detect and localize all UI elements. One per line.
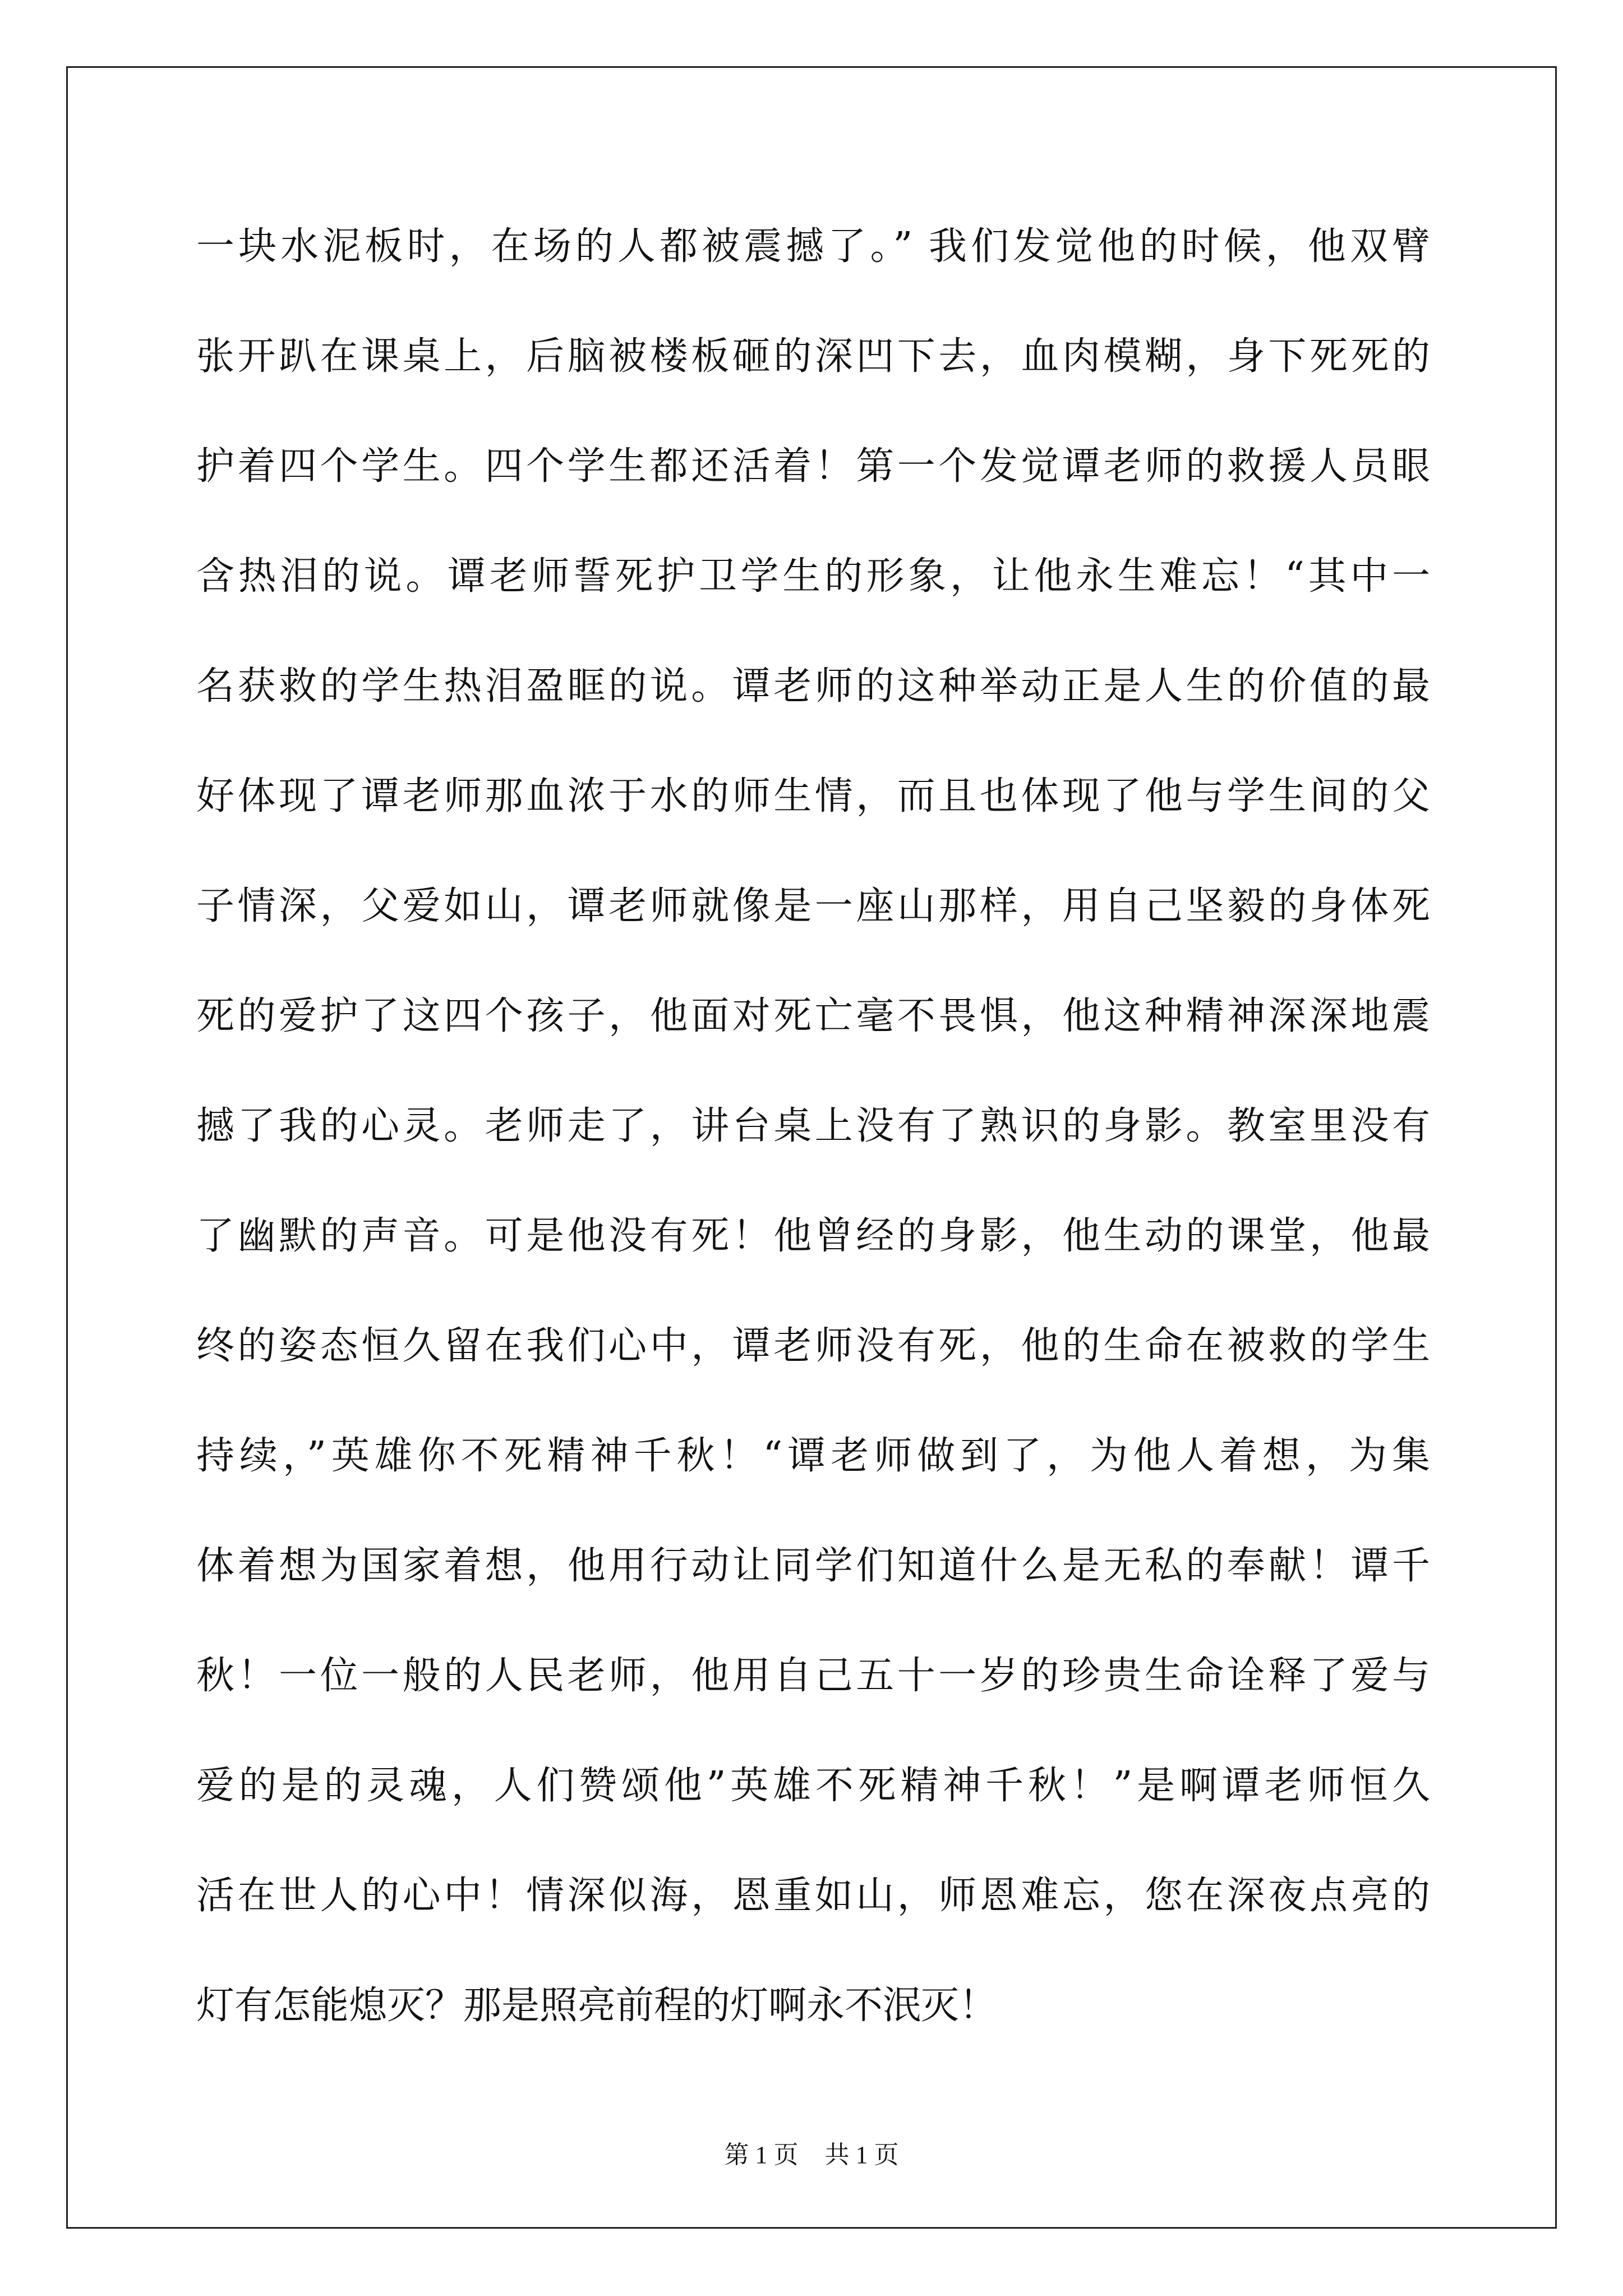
text-line: 含热泪的说。谭老师誓死护卫学生的形象，让他永生难忘！“其中一 [196,554,1430,599]
text-line: 一块水泥板时，在场的人都被震撼了。” 我们发觉他的时候，他双臂 [196,224,1430,269]
body-text [196,202,1430,2071]
text-line: 子情深，父爱如山，谭老师就像是一座山那样，用自己坚毅的身体死 [196,884,1430,928]
page-number: 第 1 页 [724,2141,799,2169]
text-line: 护着四个学生。四个学生都还活着！第一个发觉谭老师的救援人员眼 [196,444,1430,489]
page-footer [0,2134,1623,2170]
text-line: 爱的是的灵魂，人们赞颂他”英雄不死精神千秋！”是啊谭老师恒久 [196,1764,1430,1808]
text-line: 了幽默的声音。可是他没有死！他曾经的身影，他生动的课堂，他最 [196,1214,1430,1258]
text-line: 终的姿态恒久留在我们心中，谭老师没有死，他的生命在被救的学生 [196,1324,1430,1368]
text-line: 名获救的学生热泪盈眶的说。谭老师的这种举动正是人生的价值的最 [196,664,1430,708]
text-line: 张开趴在课桌上，后脑被楼板砸的深凹下去，血肉模糊，身下死死的 [196,334,1430,379]
text-line: 好体现了谭老师那血浓于水的师生情，而且也体现了他与学生间的父 [196,774,1430,818]
text-line: 灯有怎能熄灭？那是照亮前程的灯啊永不泯灭！ [196,1984,998,2028]
text-line: 死的爱护了这四个孩子，他面对死亡毫不畏惧，他这种精神深深地震 [196,994,1430,1038]
text-line: 活在世人的心中！情深似海，恩重如山，师恩难忘，您在深夜点亮的 [196,1874,1430,1918]
text-line: 秋！一位一般的人民老师，他用自己五十一岁的珍贵生命诠释了爱与 [196,1654,1430,1698]
text-line: 持续，”英雄你不死精神千秋！“谭老师做到了，为他人着想，为集 [196,1434,1430,1478]
text-line: 体着想为国家着想，他用行动让同学们知道什么是无私的奉献！谭千 [196,1544,1430,1588]
text-line: 撼了我的心灵。老师走了，讲台桌上没有了熟识的身影。教室里没有 [196,1104,1430,1148]
page-count: 共 1 页 [824,2141,899,2169]
